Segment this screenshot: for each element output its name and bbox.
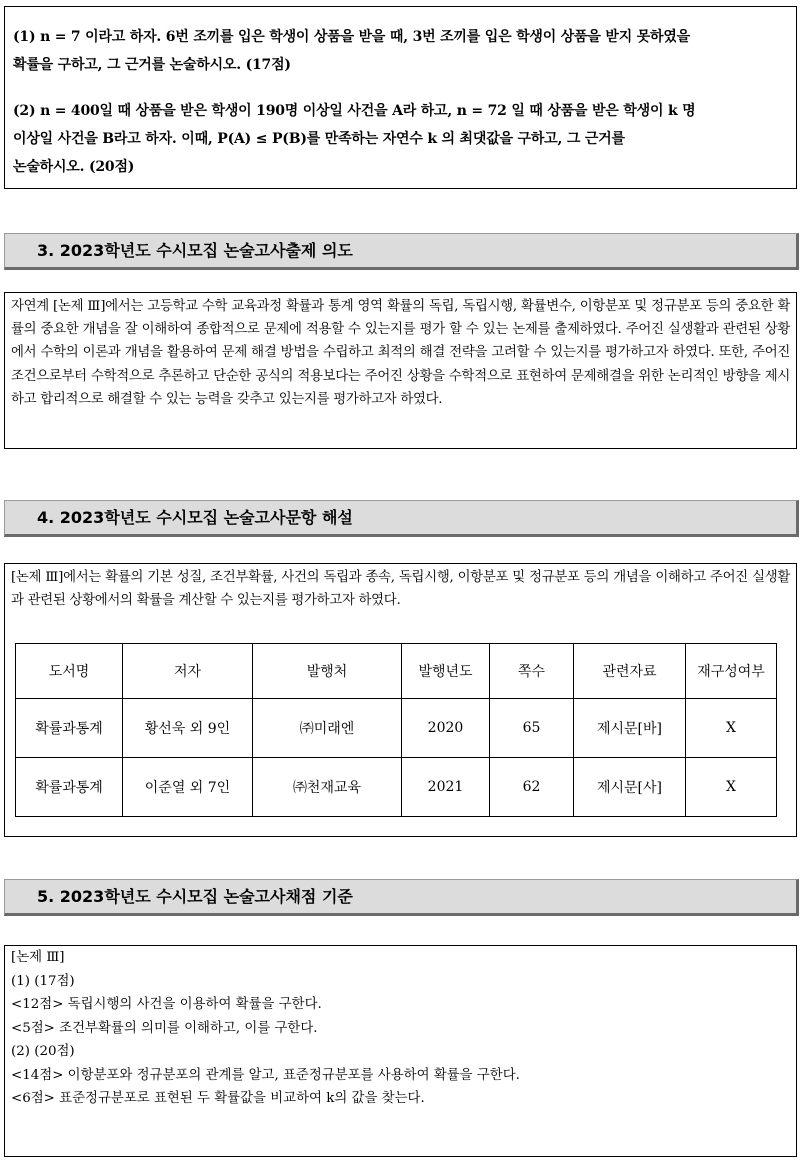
table-header-cell: 재구성여부 — [686, 644, 777, 699]
section-3-body: 자연계 [논제 Ⅲ]에서는 고등학교 수학 교육과정 확률과 통계 영역 확률의 독립, 독립시행, 확률변수, 이항분포 및 정규분포 등의 중요한 확률의 중요한 개념을 잘 이해하여 종합적으로 문제에 적용할 수 있는지를 평가 할 수 있는 논제를 출제하였다. 주어진 실생활과 관련된 상황에서 수학의 이론과 개념을 활용하여 문제 해결 방법을 수립하고 최적의 해결 전략을 고려할 수 있는지를 평가하고자 하였다. 또한, 주어진 조건으로부터 수학적으로 추론하고 단순한 공식의 적용보다는 주어진 상황을 수학적으로 표현하여 문제해결을 위한 논리적인 방향을 제시하고 합리적으로 해결할 수 있는 능력을 갖추고 있는지를 평가하고자 하였다. — [11, 299, 790, 407]
reference-table — [15, 643, 777, 817]
section-3-box — [4, 292, 797, 449]
question-2-line-3: 논술하시오. (20점) — [13, 159, 135, 175]
criteria-line: <6점> 표준정규분포로 표현된 두 확률값을 비교하여 k의 값을 찾는다. — [11, 1091, 425, 1106]
table-header-row — [16, 644, 777, 699]
table-cell: 65 — [490, 699, 574, 758]
table-row — [16, 699, 777, 758]
criteria-line: <5점> 조건부확률의 의미를 이해하고, 이를 구한다. — [11, 1020, 318, 1036]
question-box — [4, 6, 797, 189]
table-cell: ㈜천재교육 — [253, 758, 402, 817]
table-cell: 황선욱 외 9인 — [123, 699, 253, 758]
table-cell: 62 — [490, 758, 574, 817]
criteria-line: (2) (20점) — [11, 1044, 75, 1059]
table-cell: 2021 — [402, 758, 490, 817]
criteria-line: [논제 Ⅲ] — [11, 950, 65, 965]
table-row — [16, 758, 777, 817]
section-4-box — [4, 563, 797, 837]
section-5-box — [4, 945, 797, 1157]
table-cell: ㈜미래엔 — [253, 699, 402, 758]
question-2-line-2: 이상일 사건을 B라고 하자. 이때, P(A) ≤ P(B)를 만족하는 자연수 k 의 최댓값을 구하고, 그 근거를 — [13, 131, 625, 147]
criteria-line: <12점> 독립시행의 사건을 이용하여 확률을 구한다. — [11, 997, 322, 1012]
table-cell: 확률과통계 — [16, 758, 123, 817]
criteria-line: <14점> 이항분포와 정규분포의 관계를 알고, 표준정규분포를 사용하여 확률을 구한다. — [11, 1067, 520, 1083]
table-header-cell: 쪽수 — [490, 644, 574, 699]
table-header-cell: 발행년도 — [402, 644, 490, 699]
table-header-cell: 관련자료 — [574, 644, 686, 699]
table-cell: X — [686, 758, 777, 817]
section-4-heading: 4. 2023학년도 수시모집 논술고사문항 해설 — [4, 500, 799, 537]
section-5-heading: 5. 2023학년도 수시모집 논술고사채점 기준 — [4, 879, 799, 916]
question-1-line-2: 확률을 구하고, 그 근거를 논술하시오. (17점) — [13, 57, 291, 73]
table-header-cell: 발행처 — [253, 644, 402, 699]
table-cell: 제시문[바] — [574, 699, 686, 758]
table-header-cell: 저자 — [123, 644, 253, 699]
criteria-line: (1) (17점) — [11, 973, 75, 989]
table-header-cell: 도서명 — [16, 644, 123, 699]
question-1-line-1: (1) n = 7 이라고 하자. 6번 조끼를 입은 학생이 상품을 받을 때, 3번 조끼를 입은 학생이 상품을 받지 못하였을 — [13, 29, 690, 45]
table-cell: 확률과통계 — [16, 699, 123, 758]
table-cell: 이준열 외 7인 — [123, 758, 253, 817]
table-cell: X — [686, 699, 777, 758]
question-2-line-1: (2) n = 400일 때 상품을 받은 학생이 190명 이상일 사건을 A라 하고, n = 72 일 때 상품을 받은 학생이 k 명 — [13, 103, 696, 119]
table-cell: 2020 — [402, 699, 490, 758]
section-4-body: [논제 Ⅲ]에서는 확률의 기본 성질, 조건부확률, 사건의 독립과 종속, 독립시행, 이항분포 및 정규분포 등의 개념을 이해하고 주어진 실생활과 관련된 상황에서의 확률을 계산할 수 있는지를 평가하고자 하였다. — [11, 570, 790, 609]
section-3-heading: 3. 2023학년도 수시모집 논술고사출제 의도 — [4, 233, 799, 270]
table-cell: 제시문[사] — [574, 758, 686, 817]
